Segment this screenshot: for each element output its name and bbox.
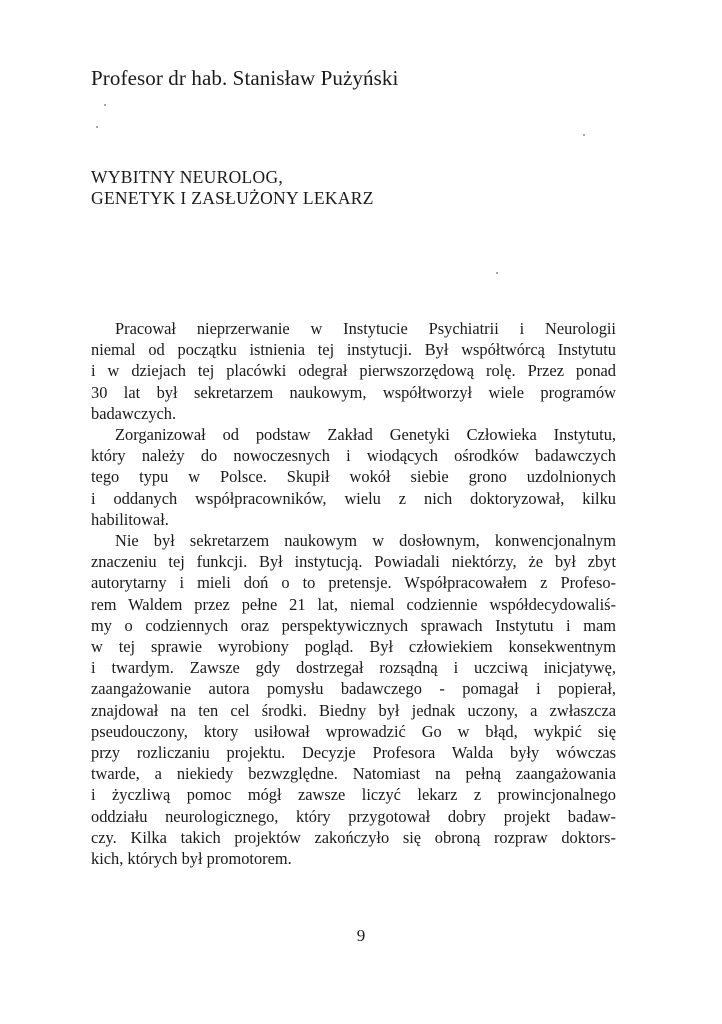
text-line: autorytarny i mieli doń o to pretensje. Współpracowałem z Profeso- xyxy=(91,573,616,593)
text-line: 30 lat był sekretarzem naukowym, współtworzył wiele programów xyxy=(91,382,616,402)
paragraph-3 xyxy=(91,530,616,869)
text-line: pseudouczony, ktory usiłował wprowadzić Go w błąd, wykpić się xyxy=(91,721,616,741)
title-line-1: WYBITNY NEUROLOG, xyxy=(91,167,284,187)
text-line: i w dziejach tej placówki odegrał pierwszorzędową rolę. Przez ponad xyxy=(91,361,616,381)
paragraph-2 xyxy=(91,424,616,530)
article-title xyxy=(91,167,374,209)
page-number: 9 xyxy=(356,926,366,945)
text-line: i twardym. Zawsze gdy dostrzegał rozsądną i uczciwą inicjatywę, xyxy=(91,658,616,678)
text-line: znaczeniu tej funkcji. Był instytucją. Powiadali niektórzy, że był zbyt xyxy=(91,552,616,572)
text-line: habilitował. xyxy=(91,509,169,529)
text-line: oddziału neurologicznego, który przygotował dobry projekt badaw- xyxy=(91,806,616,826)
text-line: przy rozliczaniu projektu. Decyzje Profesora Walda były wówczas xyxy=(91,743,616,763)
paragraph-1 xyxy=(91,318,616,424)
author-name: Profesor dr hab. Stanisław Pużyński xyxy=(91,66,399,90)
text-line: zaangażowanie autora pomysłu badawczego - pomagał i popierał, xyxy=(91,679,616,699)
text-line: niemal od początku istnienia tej instytucji. Był współtwórcą Instytutu xyxy=(91,340,616,360)
text-line: Nie był sekretarzem naukowym w dosłownym, konwencjonalnym xyxy=(115,531,616,551)
scan-speck xyxy=(496,272,498,274)
text-line: w tej sprawie wyrobiony pogląd. Był człowiekiem konsekwentnym xyxy=(91,637,616,657)
text-line: twarde, a niekiedy bezwzględne. Natomiast na pełną zaangażowania xyxy=(91,764,616,784)
text-line: znajdował na ten cel środki. Biedny był jednak uczony, a zwłaszcza xyxy=(91,700,616,720)
text-line: który należy do nowoczesnych i wiodących ośrodków badawczych xyxy=(91,446,616,466)
text-line: i życzliwą pomoc mógł zawsze liczyć lekarz z prowincjonalnego xyxy=(91,785,616,805)
text-line: i oddanych współpracowników, wielu z nich doktoryzował, kilku xyxy=(91,488,616,508)
text-line: Pracował nieprzerwanie w Instytucie Psychiatrii i Neurologii xyxy=(115,319,616,338)
text-line: kich, których był promotorem. xyxy=(91,849,292,869)
text-line: czy. Kilka takich projektów zakończyło się obroną rozpraw doktors- xyxy=(91,827,616,847)
text-line: Zorganizował od podstaw Zakład Genetyki Człowieka Instytutu, xyxy=(115,425,616,445)
text-line: rem Waldem przez pełne 21 lat, niemal codziennie współdecydowaliś- xyxy=(91,594,616,614)
text-line: my o codziennych oraz perspektywicznych sprawach Instytutu i mam xyxy=(91,615,616,635)
text-line: tego typu w Polsce. Skupił wokół siebie grono uzdolnionych xyxy=(91,467,616,487)
text-line: badawczych. xyxy=(91,403,177,423)
article-body xyxy=(91,318,616,869)
title-line-2: GENETYK I ZASŁUŻONY LEKARZ xyxy=(91,188,374,208)
scan-speck xyxy=(104,104,106,106)
scan-speck xyxy=(583,134,585,136)
scan-speck xyxy=(96,126,98,128)
